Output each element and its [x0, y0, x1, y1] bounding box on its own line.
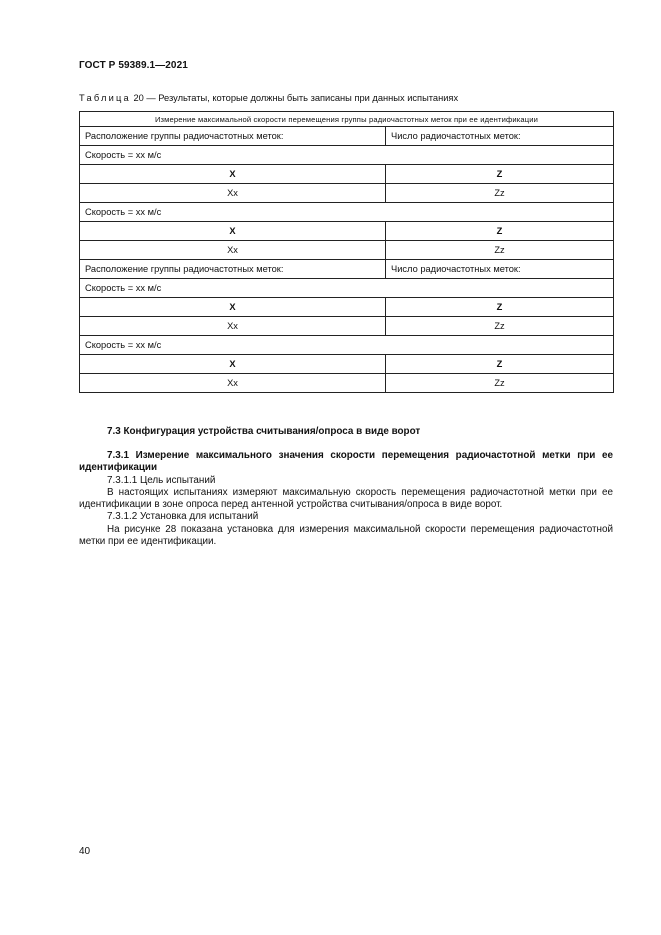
z-header-cell: Z: [386, 298, 614, 317]
setup-heading: 7.3.1.2 Установка для испытаний: [107, 511, 259, 523]
table-row: [80, 298, 614, 317]
z-header-cell: Z: [386, 222, 614, 241]
table-row: [80, 374, 614, 393]
speed-cell: Скорость = хх м/с: [80, 146, 614, 165]
z-value-cell: Zz: [386, 317, 614, 336]
x-value-cell: Xx: [80, 184, 386, 203]
speed-cell: Скорость = хх м/с: [80, 336, 614, 355]
table-caption: [79, 93, 458, 103]
group-location-cell: Расположение группы радиочастотных меток:: [80, 127, 386, 146]
speed-cell: Скорость = хх м/с: [80, 203, 614, 222]
purpose-text: В настоящих испытаниях измеряют максимальную скорость перемещения радиочастотной метки при ее идентификации в зоне опроса перед антенной устройства считывания/опроса в виде ворот.: [79, 486, 613, 511]
table-row: [80, 146, 614, 165]
table-title-row: [80, 112, 614, 127]
table-caption-prefix: Таблица: [79, 93, 131, 103]
x-header-cell: X: [80, 222, 386, 241]
setup-text: На рисунке 28 показана установка для измерения максимальной скорости перемещения радиочастотной метки при ее идентификации.: [79, 523, 613, 548]
table-row: [80, 165, 614, 184]
results-table: [79, 111, 614, 393]
x-header-cell: X: [80, 355, 386, 374]
table-row: [80, 260, 614, 279]
table-row: [80, 222, 614, 241]
table-row: [80, 203, 614, 222]
z-value-cell: Zz: [386, 184, 614, 203]
document-header: ГОСТ Р 59389.1—2021: [79, 60, 188, 71]
table-row: [80, 317, 614, 336]
z-header-cell: Z: [386, 165, 614, 184]
tag-count-cell: Число радиочастотных меток:: [386, 260, 614, 279]
page-number: 40: [79, 846, 91, 857]
table-row: [80, 241, 614, 260]
group-location-cell: Расположение группы радиочастотных меток:: [80, 260, 386, 279]
table-row: [80, 355, 614, 374]
section-7-3-1-heading: 7.3.1 Измерение максимального значения скорости перемещения радиочастотной метки при ее идентификации: [79, 450, 613, 474]
table-row: [80, 279, 614, 298]
section-7-3: [79, 426, 613, 438]
speed-cell: Скорость = хх м/с: [80, 279, 614, 298]
table-row: [80, 336, 614, 355]
table-title: Измерение максимальной скорости перемещения группы радиочастотных меток при ее идентификации: [80, 112, 614, 127]
x-value-cell: Xx: [80, 374, 386, 393]
section-7-3-heading: 7.3 Конфигурация устройства считывания/опроса в виде ворот: [107, 426, 421, 437]
z-header-cell: Z: [386, 355, 614, 374]
x-header-cell: X: [80, 298, 386, 317]
z-value-cell: Zz: [386, 374, 614, 393]
x-header-cell: X: [80, 165, 386, 184]
x-value-cell: Xx: [80, 317, 386, 336]
z-value-cell: Zz: [386, 241, 614, 260]
x-value-cell: Xx: [80, 241, 386, 260]
section-7-3-1: [79, 450, 613, 548]
purpose-heading: 7.3.1.1 Цель испытаний: [107, 474, 216, 486]
tag-count-cell: Число радиочастотных меток:: [386, 127, 614, 146]
table-caption-text: 20 — Результаты, которые должны быть записаны при данных испытаниях: [130, 93, 459, 103]
table-row: [80, 127, 614, 146]
table-row: [80, 184, 614, 203]
